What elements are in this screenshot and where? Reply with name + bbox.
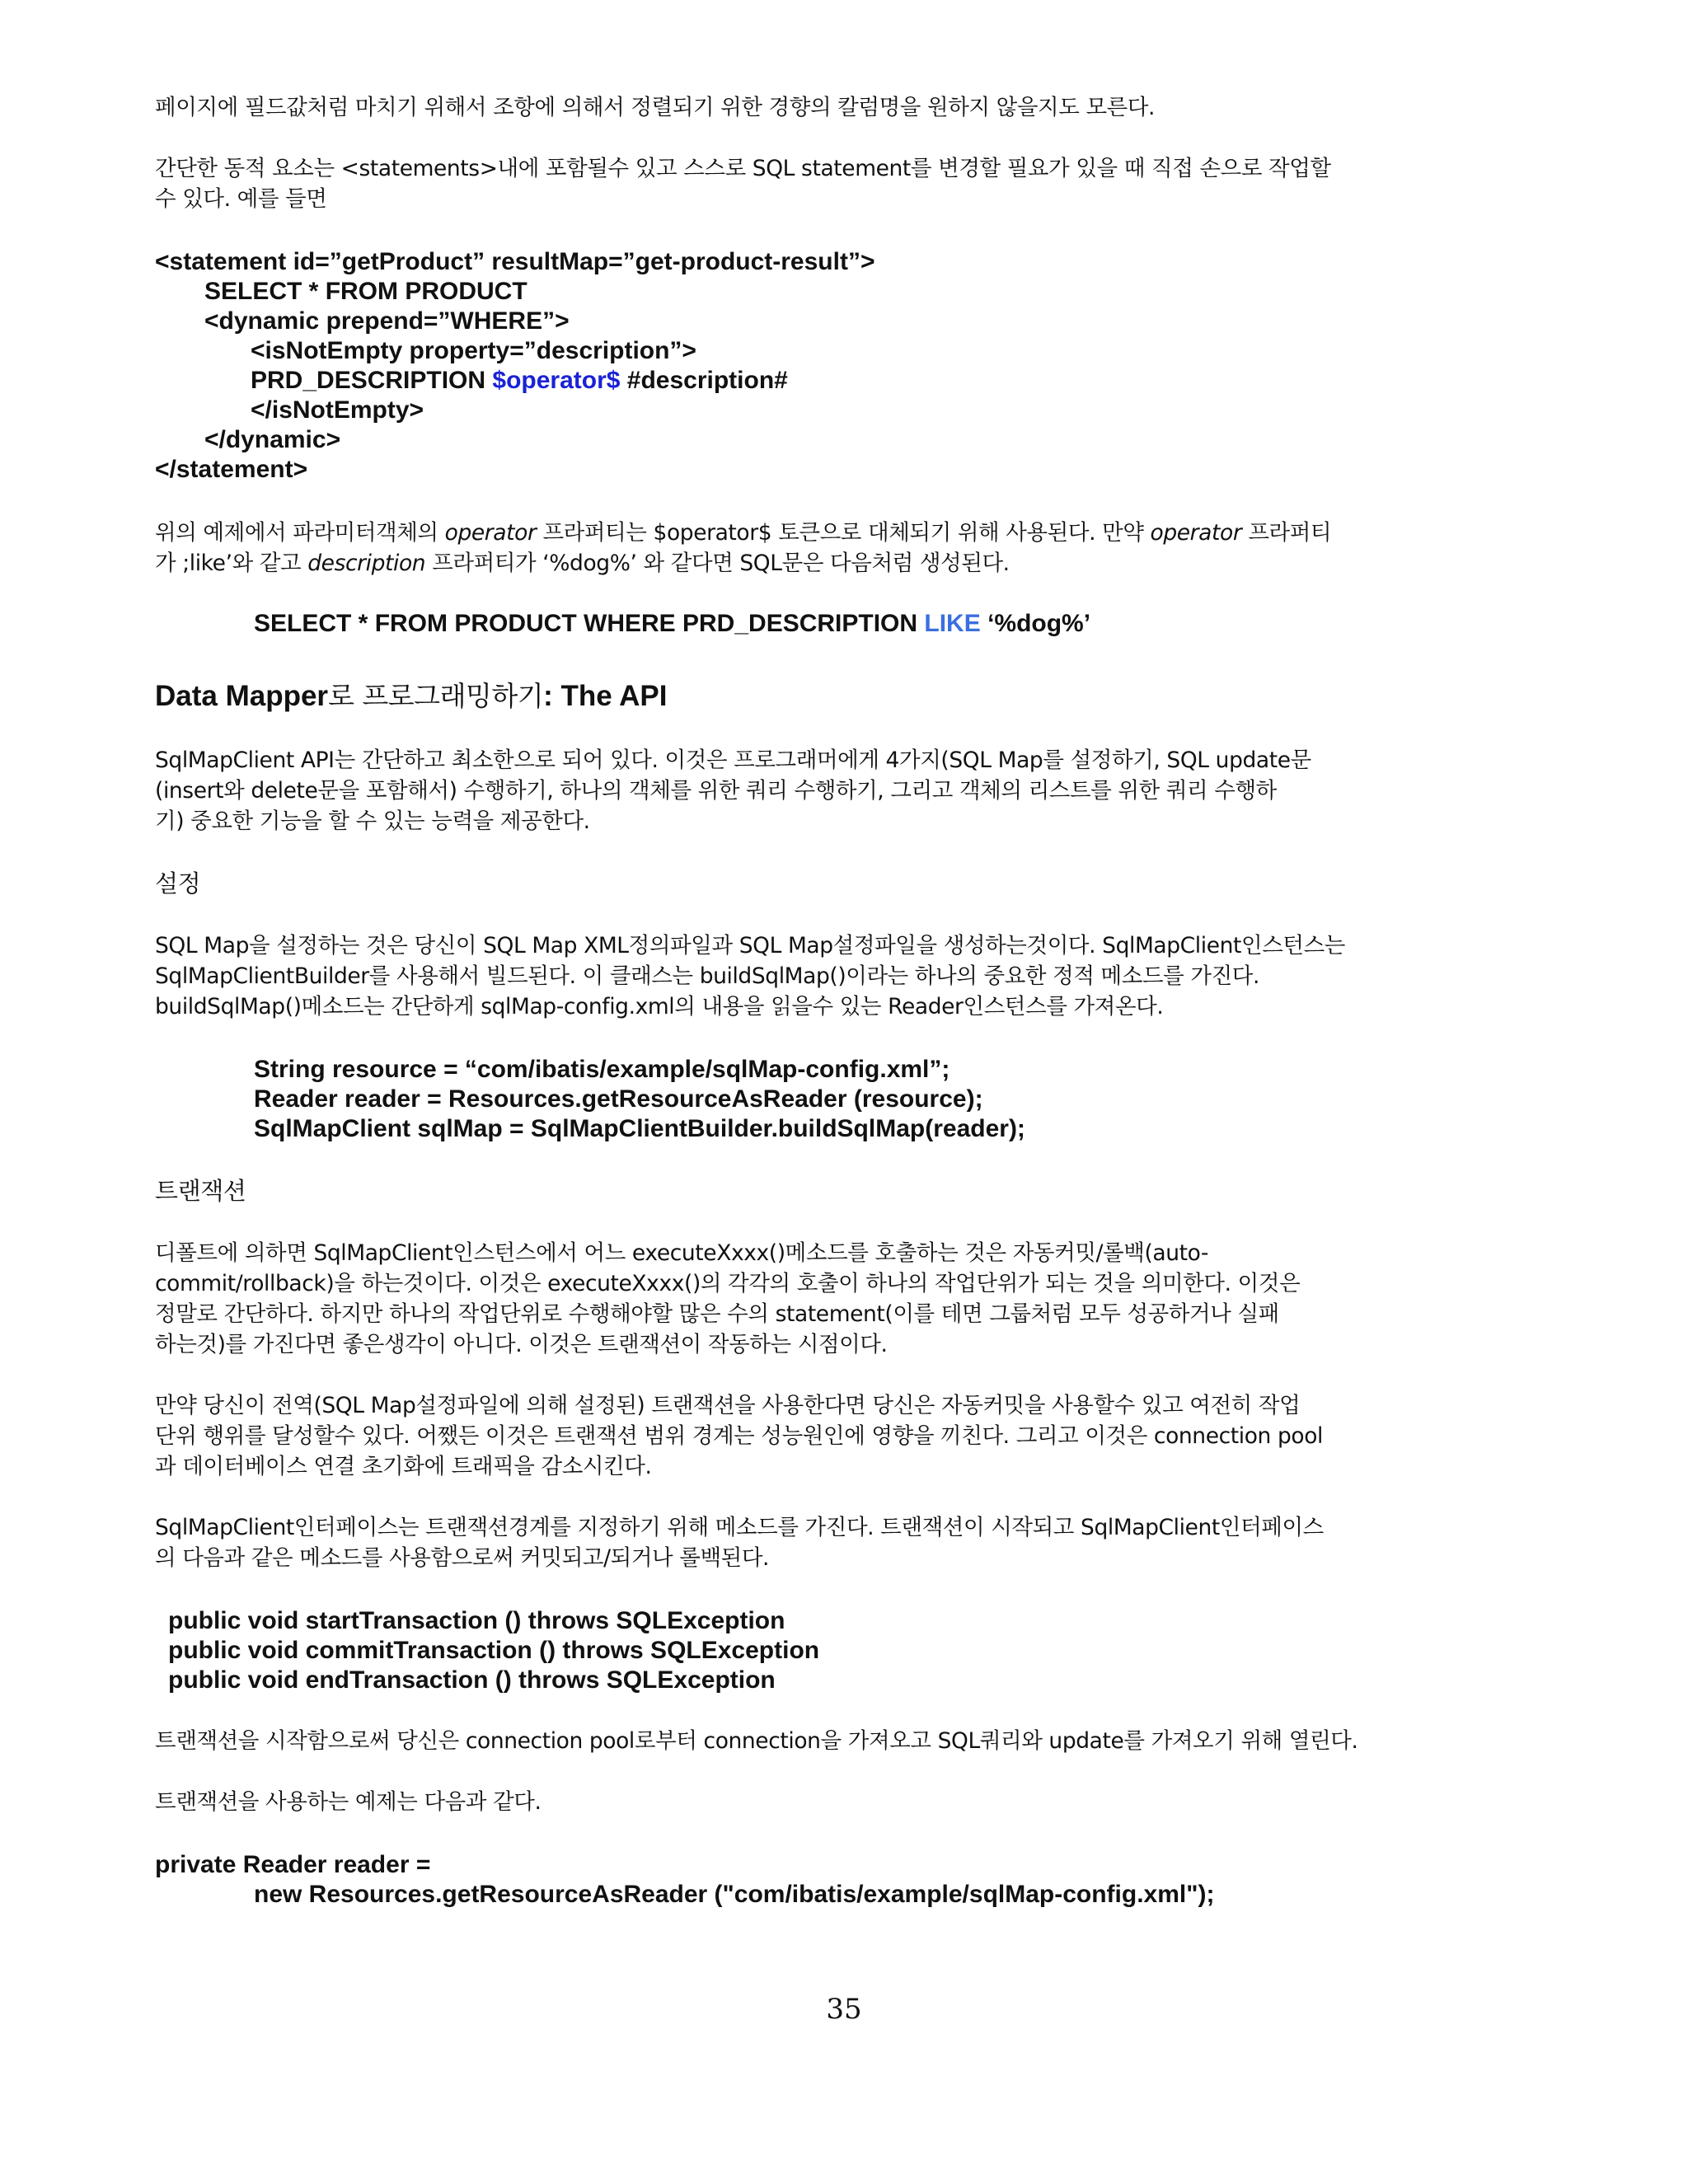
subsection-title-config: 설정 (155, 869, 201, 898)
code-line: public void endTransaction () throws SQLException (168, 1666, 776, 1694)
paragraph-dynamic-elements (155, 153, 1540, 214)
code-operator-token: $operator$ (492, 367, 621, 394)
page-number: 35 (826, 1993, 862, 2026)
paragraph-config (155, 930, 1540, 1022)
text-line: buildSqlMap()메소드는 간단하게 sqlMap-config.xml의 내용을 읽을수 있는 Reader인스턴스를 가져온다. (155, 994, 1164, 1019)
paragraph-intro: 페이지에 필드값처럼 마치기 위해서 조항에 의해서 정렬되기 위한 경향의 칼럼명을 원하지 않을지도 모른다. (155, 95, 1156, 120)
paragraph-transaction-start: 트랜잭션을 시작함으로써 당신은 connection pool로부터 connection을 가져오고 SQL쿼리와 update를 가져오기 위해 열린다. (155, 1728, 1358, 1754)
code-line: public void startTransaction () throws SQLException (168, 1607, 785, 1634)
paragraph-autocommit (155, 1238, 1540, 1360)
text-line: 의 다음과 같은 메소드를 사용함으로써 커밋되고/되거나 롤백된다. (155, 1545, 770, 1571)
text-line: 단위 행위를 달성할수 있다. 어쨌든 이것은 트랜잭션 범위 경계는 성능원인에 영향을 끼친다. 그리고 이것은 connection pool (155, 1423, 1323, 1449)
code-line: SELECT * FROM PRODUCT (204, 278, 528, 305)
text-line: 과 데이터베이스 연결 초기화에 트래픽을 감소시킨다. (155, 1454, 652, 1479)
text-line: commit/rollback)을 하는것이다. 이것은 executeXxxx()의 각각의 호출이 하나의 작업단위가 되는 것을 의미한다. 이것은 (155, 1271, 1301, 1296)
text-line: 기) 중요한 기능을 할 수 있는 능력을 제공한다. (155, 808, 590, 834)
text-line: 위의 예제에서 파라미터객체의 operator 프라퍼티는 $operator$ 토큰으로 대체되기 위해 사용된다. 만약 operator 프라퍼티 (155, 520, 1332, 546)
text-line: 만약 당신이 전역(SQL Map설정파일에 의해 설정된) 트랜잭션을 사용한다면 당신은 자동커밋을 사용할수 있고 여전히 작업 (155, 1393, 1301, 1418)
subsection-title-transaction: 트랜잭션 (155, 1177, 246, 1205)
paragraph-global-transaction (155, 1390, 1540, 1482)
code-line: <isNotEmpty property=”description”> (251, 337, 696, 364)
text-line: 디폴트에 의하면 SqlMapClient인스턴스에서 어느 executeXxxx()메소드를 호출하는 것은 자동커밋/롤백(auto- (155, 1240, 1209, 1266)
code-line: new Resources.getResourceAsReader ("com/ibatis/example/sqlMap-config.xml"); (254, 1881, 1215, 1908)
code-line: private Reader reader = (155, 1851, 431, 1878)
paragraph-operator-example (155, 518, 1540, 579)
text-line: 가 ;like’와 같고 description 프라퍼티가 ‘%dog%’ 와 같다면 SQL문은 다음처럼 생성된다. (155, 551, 1010, 576)
text-line: SqlMapClient API는 간단하고 최소한으로 되어 있다. 이것은 프로그래머에게 4가지(SQL Map를 설정하기, SQL update문 (155, 748, 1311, 773)
code-line: </statement> (155, 456, 308, 483)
code-block-statement (155, 247, 1540, 485)
code-line: SELECT * FROM PRODUCT WHERE PRD_DESCRIPTION LIKE ‘%dog%’ (254, 610, 1091, 637)
code-text: PRD_DESCRIPTION (251, 367, 493, 394)
text-line: 간단한 동적 요소는 <statements>내에 포함될수 있고 스스로 SQL statement를 변경할 필요가 있을 때 직접 손으로 작업할 (155, 156, 1331, 181)
code-block-transaction-methods (155, 1606, 1540, 1695)
code-block-reader (155, 1850, 1540, 1910)
sql-keyword-like: LIKE (924, 610, 981, 637)
document-page (155, 92, 1540, 1910)
text-line: 수 있다. 예를 들면 (155, 186, 327, 212)
text-line: 하는것)를 가진다면 좋은생각이 아니다. 이것은 트랜잭션이 작동하는 시점이다. (155, 1332, 888, 1357)
text-line: SQL Map을 설정하는 것은 당신이 SQL Map XML정의파일과 SQL Map설정파일을 생성하는것이다. SqlMapClient인스턴스는 (155, 933, 1345, 958)
paragraph-api-overview (155, 745, 1540, 837)
code-text: #description# (620, 367, 788, 394)
code-line: <dynamic prepend=”WHERE”> (204, 307, 570, 335)
text-line: (insert와 delete문을 포함해서) 수행하기, 하나의 객체를 위한 쿼리 수행하기, 그리고 객체의 리스트를 위한 쿼리 수행하 (155, 778, 1277, 804)
code-block-config (155, 1055, 1540, 1144)
code-line: </dynamic> (204, 426, 341, 453)
code-line (155, 366, 1540, 396)
code-block-sql-result (155, 609, 1540, 639)
text-line: SqlMapClientBuilder를 사용해서 빌드된다. 이 클래스는 buildSqlMap()이라는 하나의 중요한 정적 메소드를 가진다. (155, 963, 1259, 989)
code-line: public void commitTransaction () throws SQLException (168, 1637, 820, 1664)
code-line: </isNotEmpty> (251, 396, 424, 424)
text-line: 정말로 간단하다. 하지만 하나의 작업단위로 수행해야할 많은 수의 statement(이를 테면 그룹처럼 모두 성공하거나 실패 (155, 1301, 1279, 1327)
paragraph-transaction-interface (155, 1512, 1540, 1573)
code-line: SqlMapClient sqlMap = SqlMapClientBuilder.buildSqlMap(reader); (254, 1115, 1025, 1142)
code-line: <statement id=”getProduct” resultMap=”get-product-result”> (155, 248, 875, 275)
paragraph-example-intro: 트랜잭션을 사용하는 예제는 다음과 같다. (155, 1789, 542, 1815)
text-line: SqlMapClient인터페이스는 트랜잭션경계를 지정하기 위해 메소드를 가진다. 트랜잭션이 시작되고 SqlMapClient인터페이스 (155, 1515, 1324, 1540)
code-line: Reader reader = Resources.getResourceAsReader (resource); (254, 1085, 983, 1113)
code-line: String resource = “com/ibatis/example/sqlMap-config.xml”; (254, 1056, 950, 1083)
section-heading-api: Data Mapper로 프로그래밍하기: The API (155, 680, 668, 712)
